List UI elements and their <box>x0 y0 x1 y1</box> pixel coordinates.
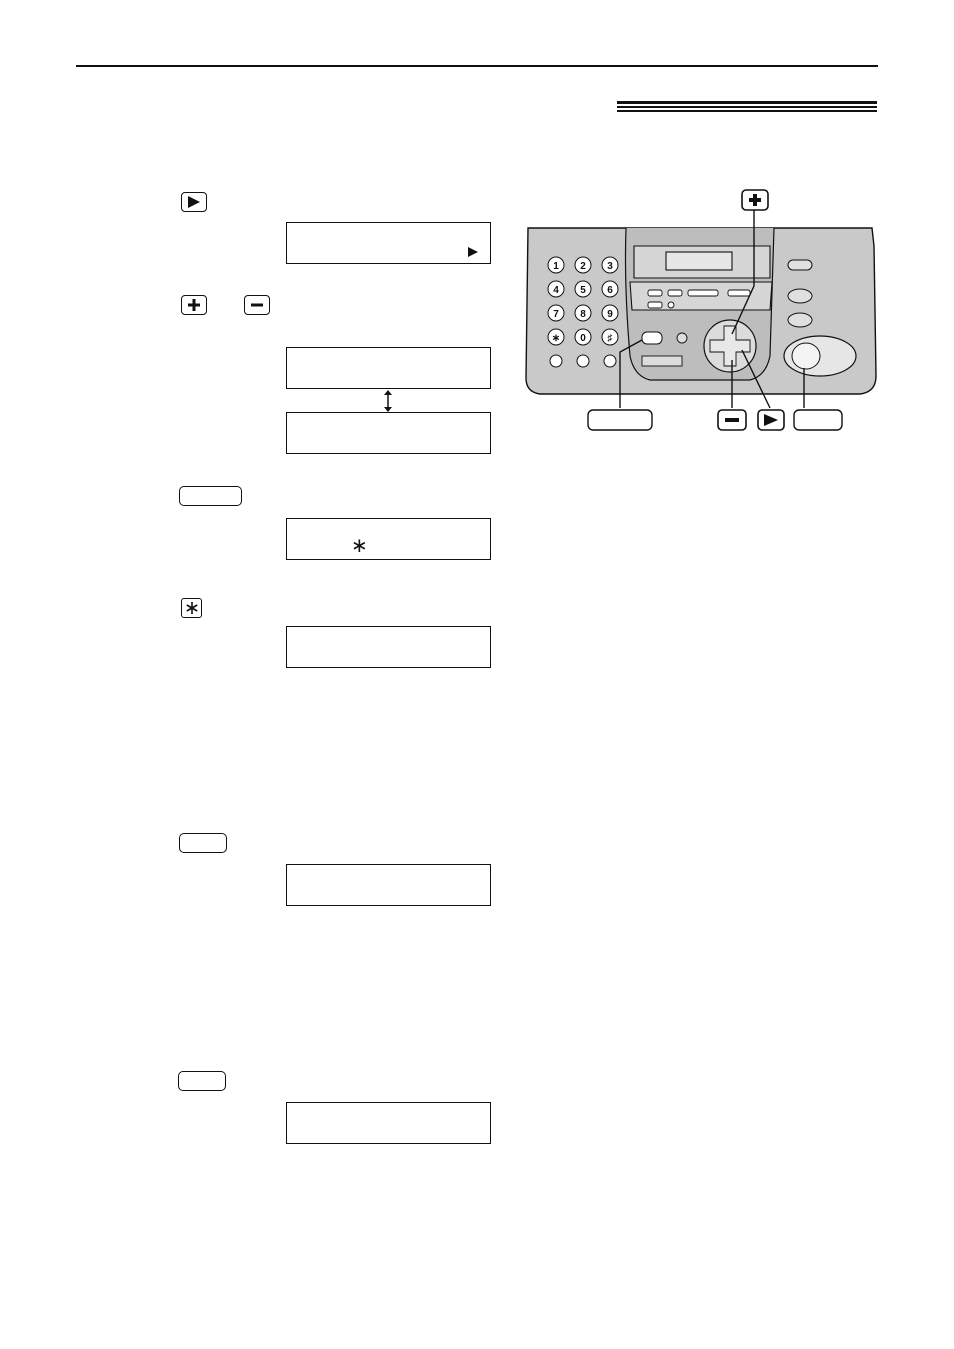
svg-text:2: 2 <box>580 261 586 272</box>
section-title-bar <box>617 101 877 115</box>
svg-text:3: 3 <box>607 261 613 272</box>
svg-text:5: 5 <box>580 285 586 296</box>
lcd-display-5 <box>286 864 491 906</box>
star-button[interactable] <box>181 598 202 618</box>
svg-text:9: 9 <box>607 309 613 320</box>
svg-text:0: 0 <box>580 333 586 344</box>
lcd-arrow-icon <box>468 247 478 257</box>
set-button[interactable] <box>179 833 227 853</box>
play-button[interactable] <box>181 192 207 212</box>
stop-button[interactable] <box>178 1071 226 1091</box>
svg-text:1: 1 <box>553 261 559 272</box>
lcd-display-3 <box>286 518 491 560</box>
lcd-display-2a <box>286 347 491 389</box>
svg-text:♯: ♯ <box>607 333 613 344</box>
svg-text:7: 7 <box>553 309 559 320</box>
plus-button[interactable] <box>181 295 207 315</box>
plus-icon <box>187 298 201 312</box>
play-icon <box>187 196 201 208</box>
lcd-display-6 <box>286 1102 491 1144</box>
toggle-arrow-icon <box>382 390 394 412</box>
lcd-display-1 <box>286 222 491 264</box>
svg-text:8: 8 <box>580 309 586 320</box>
minus-icon <box>250 298 264 312</box>
minus-button[interactable] <box>244 295 270 315</box>
lcd-display-2b <box>286 412 491 454</box>
fax-machine-illustration <box>520 186 880 436</box>
asterisk-icon <box>185 601 199 615</box>
lcd-display-4 <box>286 626 491 668</box>
lcd-star-symbol: ∗ <box>351 533 368 557</box>
svg-text:∗: ∗ <box>551 333 561 344</box>
function-button[interactable] <box>179 486 242 506</box>
svg-text:4: 4 <box>553 285 559 296</box>
header-rule <box>76 65 878 67</box>
svg-text:6: 6 <box>607 285 613 296</box>
